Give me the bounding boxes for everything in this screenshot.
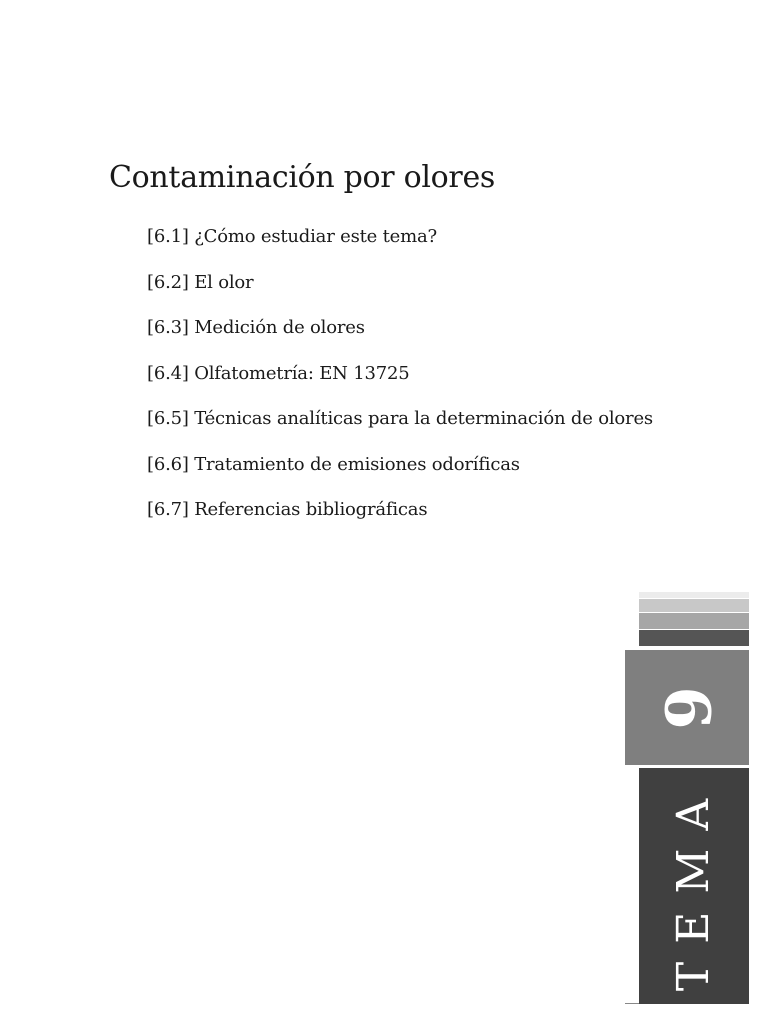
toc-item-6-3: [6.3] Medición de olores (147, 317, 365, 338)
page-title: Contaminación por olores (109, 160, 495, 195)
toc-item-6-5: [6.5] Técnicas analíticas para la determinación de olores (147, 408, 653, 429)
toc-item-6-1: [6.1] ¿Cómo estudiar este tema? (147, 226, 437, 247)
chapter-label-box (639, 768, 749, 1004)
chapter-number-box (625, 650, 749, 765)
toc-item-6-6: [6.6] Tratamiento de emisiones odoríficas (147, 453, 520, 475)
tab-stripe-light (639, 599, 749, 612)
chapter-label: TEMA (668, 780, 719, 992)
tab-stripe-lightest (639, 592, 749, 598)
toc-item-6-4: [6.4] Olfatometría: EN 13725 (147, 362, 410, 384)
tab-stripe-medium (639, 613, 749, 629)
bottom-rule (625, 1003, 639, 1004)
chapter-number: 6 (650, 685, 724, 730)
tab-stripe-dark (639, 630, 749, 646)
toc-item-6-7: [6.7] Referencias bibliográficas (147, 499, 428, 520)
toc-item-6-2: [6.2] El olor (147, 271, 254, 293)
table-of-contents (147, 222, 653, 541)
